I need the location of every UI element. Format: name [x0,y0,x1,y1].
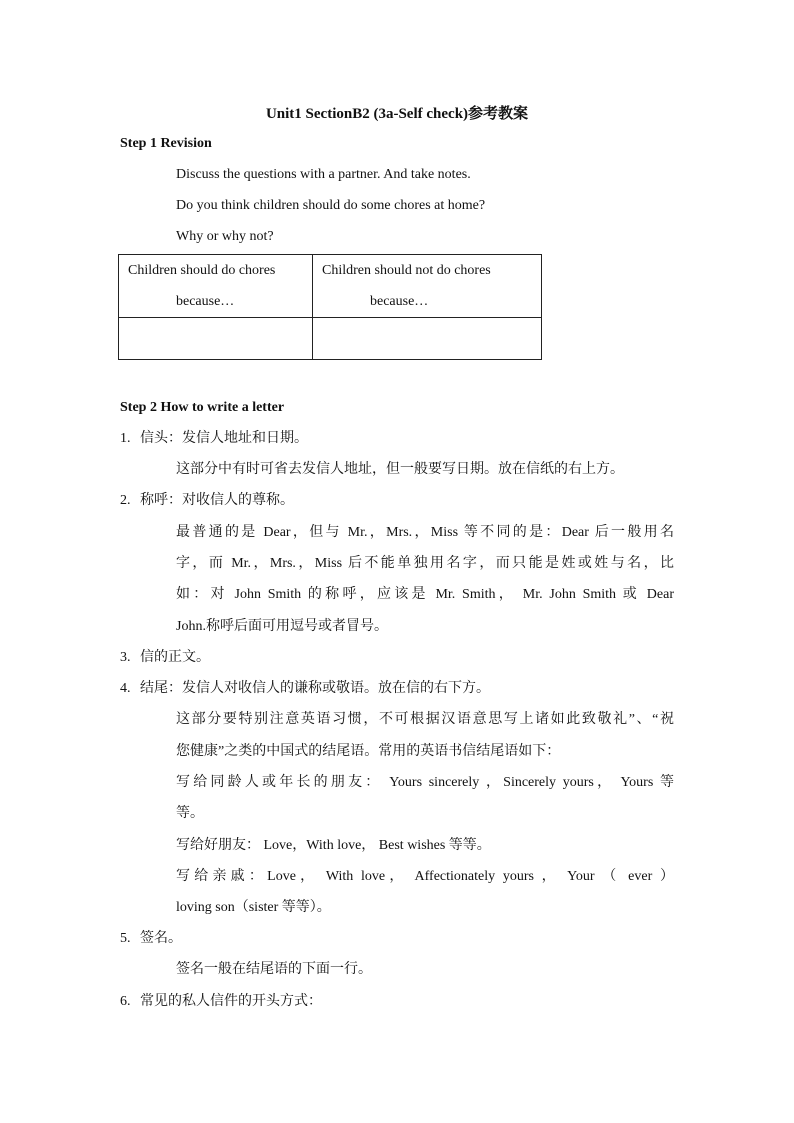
item-detail: 写给好朋友： Love，With love， Best wishes 等等。 [176,838,491,853]
item-detail: 写给亲戚：Love， With love， Affectionately yours ， Your （ ever ） [176,869,674,884]
table-header-text: Children should not do chores [322,263,491,278]
list-item [120,929,182,949]
list-number: 3. [120,650,131,665]
page-title: Unit1 SectionB2 (3a-Self check)参考教案 [265,106,529,122]
item-detail: 最普通的是 Dear，但与 Mr.，Mrs.，Miss 等不同的是：Dear 后一般用名 [176,525,674,540]
step2-heading: Step 2 How to write a letter [120,400,285,415]
item-detail: 字，而 Mr.，Mrs.，Miss 后不能单独用名字，而只能是姓或姓与名，比 [176,556,674,571]
list-number: 2. [120,493,131,508]
table-header-text: Children should do chores [128,263,276,278]
item-detail: 这部分要特别注意英语习惯，不可根据汉语意思写上诸如此致敬礼”、“祝 [176,712,674,727]
table-header-because: because… [176,294,235,309]
step1-line: Why or why not? [176,229,274,244]
list-item [120,429,308,449]
list-text: 信头：发信人地址和日期。 [140,431,308,446]
step1-line: Discuss the questions with a partner. And take notes. [176,167,471,182]
item-detail: John.称呼后面可用逗号或者冒号。 [176,619,388,634]
list-text: 信的正文。 [140,650,210,665]
item-detail: 写给同龄人或年长的朋友： Yours sincerely ，Sincerely yours， Yours 等 [176,775,674,790]
list-item [120,491,294,511]
table-header-because: because… [370,294,429,309]
list-text: 常见的私人信件的开头方式： [140,994,322,1009]
list-number: 4. [120,681,131,696]
list-item [120,648,210,668]
item-detail: 这部分中有时可省去发信人地址，但一般要写日期。放在信纸的右上方。 [176,462,624,477]
list-text: 签名。 [140,931,182,946]
item-detail: 签名一般在结尾语的下面一行。 [176,962,372,977]
item-detail: 您健康”之类的中国式的结尾语。常用的英语书信结尾语如下： [176,744,561,759]
step1-heading: Step 1 Revision [120,136,212,151]
list-text: 称呼：对收信人的尊称。 [140,493,294,508]
table-header-cell [313,255,542,318]
list-number: 5. [120,931,131,946]
table-empty-cell [313,318,542,360]
list-number: 1. [120,431,131,446]
item-detail: loving son（sister 等等）。 [176,900,331,915]
item-detail: 如：对 John Smith 的称呼，应该是 Mr. Smith， Mr. John Smith 或 Dear [176,587,674,602]
item-detail: 等。 [176,806,204,821]
list-number: 6. [120,994,131,1009]
list-item [120,992,322,1012]
table-header-cell [119,255,313,318]
notes-table [118,254,542,360]
list-text: 结尾：发信人对收信人的谦称或敬语。放在信的右下方。 [140,681,490,696]
table-empty-cell [119,318,313,360]
step1-line: Do you think children should do some chores at home? [176,198,486,213]
list-item [120,679,490,699]
